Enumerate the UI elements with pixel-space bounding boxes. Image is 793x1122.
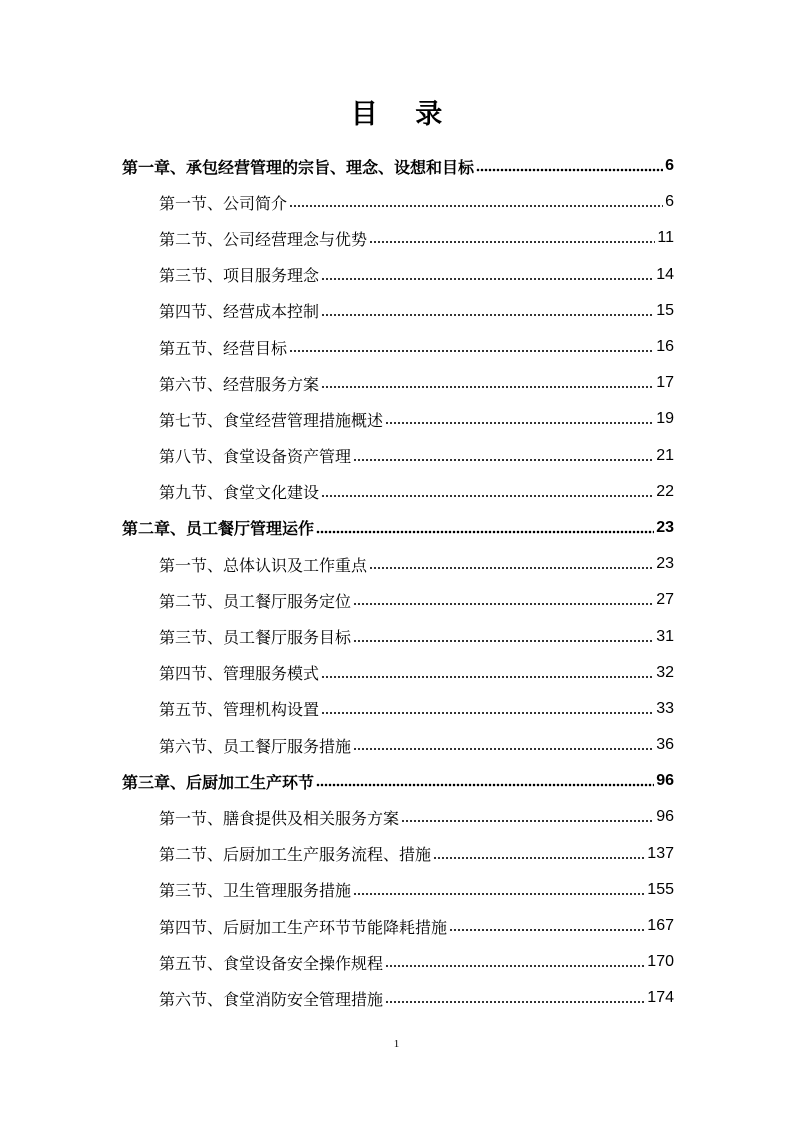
- toc-entry-page: 167: [647, 917, 674, 935]
- dot-leader: [353, 889, 645, 899]
- toc-entry-page: 31: [656, 627, 674, 645]
- toc-entry-page: 19: [656, 410, 674, 428]
- toc-entry-label: 第六节、食堂消防安全管理措施: [159, 989, 384, 1009]
- toc-entry-page: 16: [656, 338, 674, 356]
- dot-leader: [476, 165, 663, 175]
- toc-section-entry[interactable]: [122, 980, 674, 1016]
- dot-leader: [321, 672, 654, 682]
- toc-section-entry[interactable]: [122, 727, 674, 763]
- table-of-contents: [122, 148, 674, 1017]
- toc-entry-page: 6: [665, 193, 674, 211]
- toc-entry-label: 第一节、总体认识及工作重点: [159, 555, 368, 575]
- toc-section-entry[interactable]: [122, 618, 674, 654]
- toc-section-entry[interactable]: [122, 872, 674, 908]
- toc-entry-page: 155: [647, 880, 674, 898]
- toc-section-entry[interactable]: [122, 655, 674, 691]
- toc-entry-page: 17: [656, 374, 674, 392]
- dot-leader: [316, 527, 654, 537]
- toc-entry-page: 11: [657, 229, 674, 247]
- dot-leader: [321, 382, 654, 392]
- toc-section-entry[interactable]: [122, 546, 674, 582]
- toc-section-entry[interactable]: [122, 329, 674, 365]
- toc-entry-label: 第七节、食堂经营管理措施概述: [159, 410, 384, 430]
- dot-leader: [353, 455, 654, 465]
- dot-leader: [369, 563, 654, 573]
- toc-entry-label: 第九节、食堂文化建设: [159, 483, 320, 503]
- dot-leader: [321, 708, 654, 718]
- toc-chapter-entry[interactable]: [122, 510, 674, 546]
- toc-entry-label: 第四节、经营成本控制: [159, 302, 320, 322]
- toc-section-entry[interactable]: [122, 293, 674, 329]
- toc-section-entry[interactable]: [122, 184, 674, 220]
- toc-entry-label: 第一节、膳食提供及相关服务方案: [159, 808, 400, 828]
- toc-entry-page: 36: [656, 736, 674, 754]
- toc-section-entry[interactable]: [122, 908, 674, 944]
- page-title: 目 录: [350, 99, 457, 130]
- toc-entry-label: 第五节、管理机构设置: [159, 700, 320, 720]
- toc-entry-page: 14: [656, 265, 674, 283]
- toc-entry-page: 21: [656, 446, 674, 464]
- dot-leader: [289, 201, 663, 211]
- dot-leader: [321, 310, 654, 320]
- dot-leader: [433, 853, 645, 863]
- toc-entry-label: 第二节、员工餐厅服务定位: [159, 591, 352, 611]
- toc-entry-label: 第六节、经营服务方案: [159, 374, 320, 394]
- toc-entry-label: 第二节、后厨加工生产服务流程、措施: [159, 845, 432, 865]
- dot-leader: [385, 961, 645, 971]
- toc-entry-label: 第四节、管理服务模式: [159, 664, 320, 684]
- toc-entry-page: 23: [656, 555, 674, 573]
- toc-entry-page: 96: [656, 808, 674, 826]
- toc-section-entry[interactable]: [122, 944, 674, 980]
- toc-entry-label: 第三节、员工餐厅服务目标: [159, 628, 352, 648]
- toc-entry-label: 第二节、公司经营理念与优势: [159, 229, 368, 249]
- toc-entry-label: 第四节、后厨加工生产环节节能降耗措施: [159, 917, 448, 937]
- toc-section-entry[interactable]: [122, 220, 674, 256]
- toc-entry-page: 27: [656, 591, 674, 609]
- toc-section-entry[interactable]: [122, 401, 674, 437]
- dot-leader: [353, 744, 654, 754]
- dot-leader: [289, 346, 654, 356]
- toc-entry-page: 32: [656, 663, 674, 681]
- toc-section-entry[interactable]: [122, 438, 674, 474]
- dot-leader: [385, 418, 654, 428]
- dot-leader: [401, 816, 654, 826]
- toc-entry-page: 33: [656, 699, 674, 717]
- toc-section-entry[interactable]: [122, 836, 674, 872]
- toc-entry-label: 第五节、食堂设备安全操作规程: [159, 953, 384, 973]
- dot-leader: [385, 997, 645, 1007]
- toc-section-entry[interactable]: [122, 365, 674, 401]
- toc-entry-label: 第五节、经营目标: [159, 338, 288, 358]
- dot-leader: [449, 925, 645, 935]
- toc-chapter-entry[interactable]: [122, 763, 674, 799]
- toc-section-entry[interactable]: [122, 691, 674, 727]
- toc-section-entry[interactable]: [122, 474, 674, 510]
- toc-entry-page: 23: [656, 518, 674, 536]
- toc-entry-page: 137: [647, 844, 674, 862]
- dot-leader: [353, 599, 654, 609]
- toc-entry-page: 6: [665, 157, 674, 175]
- toc-entry-label: 第二章、员工餐厅管理运作: [122, 519, 315, 539]
- dot-leader: [369, 237, 655, 247]
- toc-entry-label: 第八节、食堂设备资产管理: [159, 447, 352, 467]
- toc-entry-label: 第三节、项目服务理念: [159, 266, 320, 286]
- toc-entry-label: 第一节、公司简介: [159, 193, 288, 213]
- dot-leader: [316, 780, 654, 790]
- toc-section-entry[interactable]: [122, 799, 674, 835]
- dot-leader: [353, 636, 654, 646]
- toc-entry-label: 第一章、承包经营管理的宗旨、理念、设想和目标: [122, 157, 475, 177]
- toc-entry-page: 15: [656, 301, 674, 319]
- toc-entry-page: 22: [656, 482, 674, 500]
- toc-entry-page: 174: [647, 989, 674, 1007]
- dot-leader: [321, 491, 654, 501]
- toc-entry-label: 第六节、员工餐厅服务措施: [159, 736, 352, 756]
- toc-entry-page: 96: [656, 772, 674, 790]
- toc-section-entry[interactable]: [122, 582, 674, 618]
- page-number: 1: [393, 1038, 400, 1050]
- toc-section-entry[interactable]: [122, 257, 674, 293]
- dot-leader: [321, 274, 654, 284]
- toc-chapter-entry[interactable]: [122, 148, 674, 184]
- toc-entry-label: 第三章、后厨加工生产环节: [122, 772, 315, 792]
- toc-entry-page: 170: [647, 953, 674, 971]
- toc-entry-label: 第三节、卫生管理服务措施: [159, 881, 352, 901]
